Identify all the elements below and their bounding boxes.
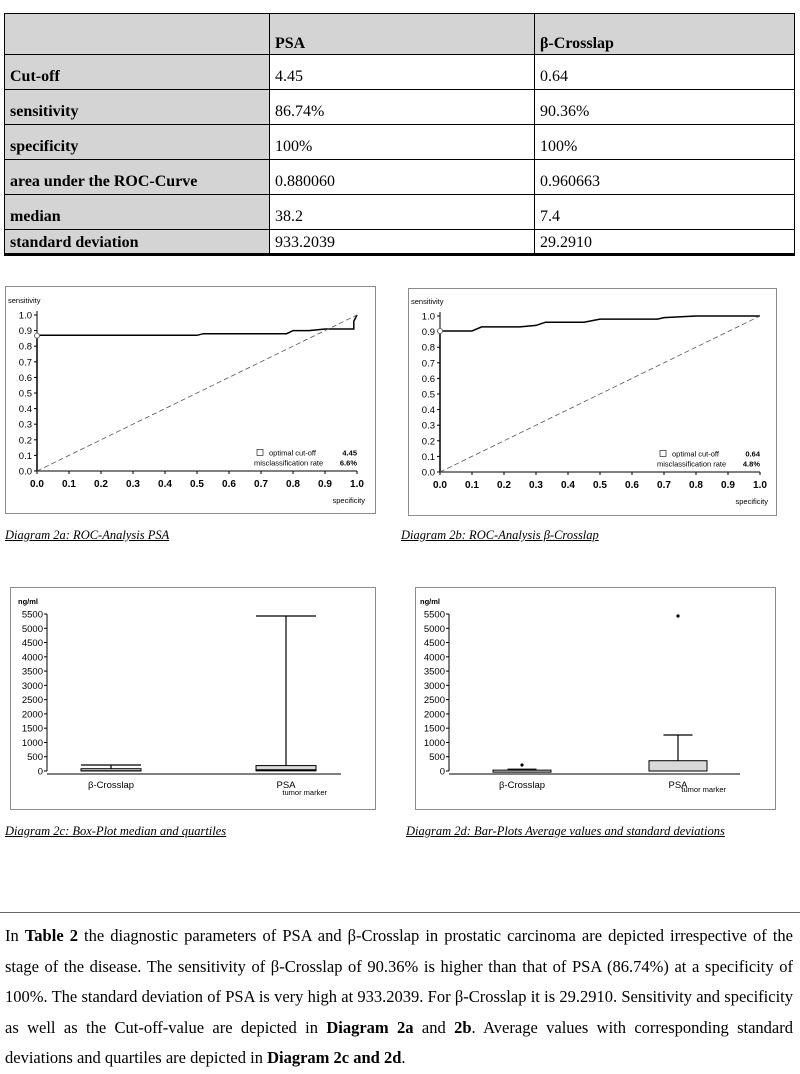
y-tick-label: 0.2	[18, 435, 32, 447]
row-label: area under the ROC-Curve	[5, 160, 270, 195]
y-tick-label: 500	[27, 752, 43, 764]
y-tick-label: 3000	[423, 680, 445, 692]
y-tick-label: 0	[439, 766, 445, 778]
y-tick-label: 1000	[21, 737, 43, 749]
crosslap-value: 7.4	[535, 195, 795, 230]
paragraph-text: .	[401, 1048, 406, 1067]
column-header-psa: PSA	[270, 14, 535, 55]
y-tick-label: 5500	[21, 609, 43, 621]
optimal-cutoff-marker	[438, 329, 443, 334]
legend-cutoff-label: optimal cut-off	[672, 449, 719, 459]
x-axis-label: specificity	[735, 497, 768, 506]
y-tick-label: 0.4	[421, 405, 435, 417]
x-tick-label: 0.3	[529, 480, 543, 491]
roc-crosslap-panel	[408, 288, 777, 516]
legend-rate-label: misclassification rate	[657, 459, 727, 469]
row-label: specificity	[5, 125, 270, 160]
y-tick-label: 0.4	[18, 404, 32, 416]
x-tick-label: 0.8	[286, 479, 300, 490]
y-tick-label: 4500	[423, 638, 445, 650]
barplot-chart	[416, 588, 775, 809]
y-tick-label: 4000	[423, 652, 445, 664]
x-tick-label: 1.0	[753, 480, 767, 491]
y-tick-label: 5000	[21, 623, 43, 635]
y-tick-label: 0.0	[18, 466, 32, 478]
y-tick-label: 0.6	[421, 373, 435, 385]
y-tick-label: 3500	[21, 666, 43, 678]
psa-value: 0.880060	[270, 160, 535, 195]
diagram-2a-caption: Diagram 2a: ROC-Analysis PSA	[5, 528, 170, 542]
y-tick-label: 4500	[21, 638, 43, 650]
boxplot-panel	[10, 587, 376, 810]
table-row	[5, 90, 795, 125]
legend-cutoff-value: 0.64	[745, 449, 760, 459]
y-tick-label: 2500	[423, 695, 445, 707]
table-corner	[5, 14, 270, 55]
parameters-table	[4, 13, 795, 256]
table-row	[5, 55, 795, 90]
psa-value: 933.2039	[270, 230, 535, 255]
x-tick-label: 0.2	[94, 479, 108, 490]
y-tick-label: 0.5	[421, 389, 435, 401]
y-tick-label: 0.3	[421, 420, 435, 432]
x-tick-label: 0.5	[593, 480, 607, 491]
legend-rate-label: misclassification rate	[254, 458, 324, 468]
y-axis-label: ng/ml	[420, 597, 440, 606]
legend-cutoff-value: 4.45	[342, 448, 357, 458]
y-tick-label: 0.7	[421, 358, 435, 370]
x-tick-label: 0.7	[657, 480, 671, 491]
table-row	[5, 125, 795, 160]
x-tick-label: 0.7	[254, 479, 268, 490]
crosslap-value: 90.36%	[535, 90, 795, 125]
row-label: median	[5, 195, 270, 230]
x-tick-label: 0.4	[158, 479, 172, 490]
bold-reference: 2b	[454, 1017, 472, 1037]
table-row	[5, 195, 795, 230]
x-tick-label: 0.9	[721, 480, 735, 491]
x-axis-label: tumor marker	[681, 785, 726, 794]
y-tick-label: 0.3	[18, 419, 32, 431]
x-tick-label: 0.1	[465, 480, 479, 491]
x-tick-label: 0.6	[625, 480, 639, 491]
x-axis-label: specificity	[332, 496, 365, 505]
divider	[0, 912, 800, 913]
row-label: sensitivity	[5, 90, 270, 125]
y-tick-label: 0.1	[18, 450, 32, 462]
bar	[493, 770, 551, 772]
row-label: Cut-off	[5, 55, 270, 90]
legend-marker	[660, 450, 666, 456]
psa-value: 86.74%	[270, 90, 535, 125]
y-tick-label: 0.9	[18, 326, 32, 338]
y-tick-label: 0.8	[18, 341, 32, 353]
outlier-point	[520, 763, 523, 766]
x-axis-label: tumor marker	[282, 788, 327, 797]
y-tick-label: 2000	[423, 709, 445, 721]
outlier-point	[676, 614, 679, 617]
bold-reference: Table 2	[24, 926, 78, 945]
y-tick-label: 2500	[21, 695, 43, 707]
diagram-2c-caption: Diagram 2c: Box-Plot median and quartiles	[5, 824, 227, 838]
y-tick-label: 500	[429, 752, 445, 764]
x-category-label: PSA	[668, 780, 688, 791]
y-tick-label: 1500	[21, 723, 43, 735]
y-tick-label: 2000	[21, 709, 43, 721]
y-tick-label: 0.5	[18, 388, 32, 400]
table-row	[5, 160, 795, 195]
x-category-label: β-Crosslap	[498, 780, 546, 791]
y-tick-label: 5000	[423, 623, 445, 635]
x-category-label: PSA	[276, 780, 296, 791]
x-tick-label: 0.5	[190, 479, 204, 490]
boxplot-chart	[11, 588, 375, 809]
x-tick-label: 0.3	[126, 479, 140, 490]
crosslap-value: 0.64	[535, 55, 795, 90]
psa-value: 38.2	[270, 195, 535, 230]
y-tick-label: 1000	[423, 737, 445, 749]
body-paragraph	[5, 921, 793, 1074]
row-label: standard deviation	[5, 230, 270, 255]
crosslap-value: 0.960663	[535, 160, 795, 195]
psa-value: 4.45	[270, 55, 535, 90]
table-row	[5, 230, 795, 255]
legend-marker	[257, 449, 263, 455]
roc-psa-panel	[5, 286, 376, 514]
y-tick-label: 0	[37, 766, 43, 778]
y-tick-label: 1.0	[421, 311, 435, 323]
x-tick-label: 0.9	[318, 479, 332, 490]
y-tick-label: 3500	[423, 666, 445, 678]
x-tick-label: 0.2	[497, 480, 511, 491]
paragraph-text: the diagnostic parameters of PSA and β-Crosslap in prostatic carcinoma are depicted irrespective of the stage of the disease. The sensitivity of β-Crosslap of 90.36% is higher than that of PSA (86.74%) at a specificity of 100%. The standard deviation of PSA is very high at 933.2039. For β-Crosslap it is 29.2910. Sensitivity and specificity as well as the Cut-off-value are depicted in	[5, 926, 793, 1037]
x-category-label: β-Crosslap	[87, 780, 135, 791]
y-axis-label: sensitivity	[8, 296, 41, 305]
psa-value: 100%	[270, 125, 535, 160]
bold-reference: Diagram 2c and 2d	[267, 1048, 402, 1067]
barplot-panel	[415, 587, 776, 810]
bar	[649, 761, 707, 771]
crosslap-value: 100%	[535, 125, 795, 160]
y-tick-label: 1.0	[18, 310, 32, 322]
x-tick-label: 0.8	[689, 480, 703, 491]
y-tick-label: 0.9	[421, 327, 435, 339]
paragraph-text: . Average values with corresponding standard deviations and quartiles are depicted in	[5, 1017, 793, 1067]
roc-crosslap-chart	[409, 289, 776, 515]
x-tick-label: 0.6	[222, 479, 236, 490]
x-tick-label: 1.0	[350, 479, 364, 490]
y-axis-label: ng/ml	[18, 597, 38, 606]
paragraph-text: and	[413, 1017, 455, 1037]
x-tick-label: 0.1	[62, 479, 76, 490]
crosslap-value: 29.2910	[535, 230, 795, 255]
y-tick-label: 0.8	[421, 342, 435, 354]
legend-rate-value: 6.6%	[339, 458, 357, 468]
diagram-2b-caption: Diagram 2b: ROC-Analysis β-Crosslap	[401, 528, 599, 542]
paragraph-text: In	[5, 926, 25, 945]
optimal-cutoff-marker	[35, 333, 40, 338]
x-tick-label: 0.0	[30, 479, 44, 490]
y-tick-label: 4000	[21, 652, 43, 664]
y-tick-label: 5500	[423, 609, 445, 621]
y-tick-label: 0.2	[421, 436, 435, 448]
y-tick-label: 0.6	[18, 372, 32, 384]
legend-rate-value: 4.8%	[742, 459, 760, 469]
bold-reference: Diagram 2a	[326, 1017, 414, 1037]
diagram-2d-caption: Diagram 2d: Bar-Plots Average values and standard deviations	[406, 824, 725, 838]
y-tick-label: 0.0	[421, 467, 435, 479]
legend-cutoff-label: optimal cut-off	[269, 448, 316, 458]
y-tick-label: 1500	[423, 723, 445, 735]
x-tick-label: 0.0	[433, 480, 447, 491]
y-tick-label: 3000	[21, 680, 43, 692]
y-tick-label: 0.7	[18, 357, 32, 369]
roc-psa-chart	[6, 287, 375, 513]
y-axis-label: sensitivity	[411, 297, 444, 306]
column-header-crosslap: β-Crosslap	[535, 14, 795, 55]
y-tick-label: 0.1	[421, 451, 435, 463]
x-tick-label: 0.4	[561, 480, 575, 491]
